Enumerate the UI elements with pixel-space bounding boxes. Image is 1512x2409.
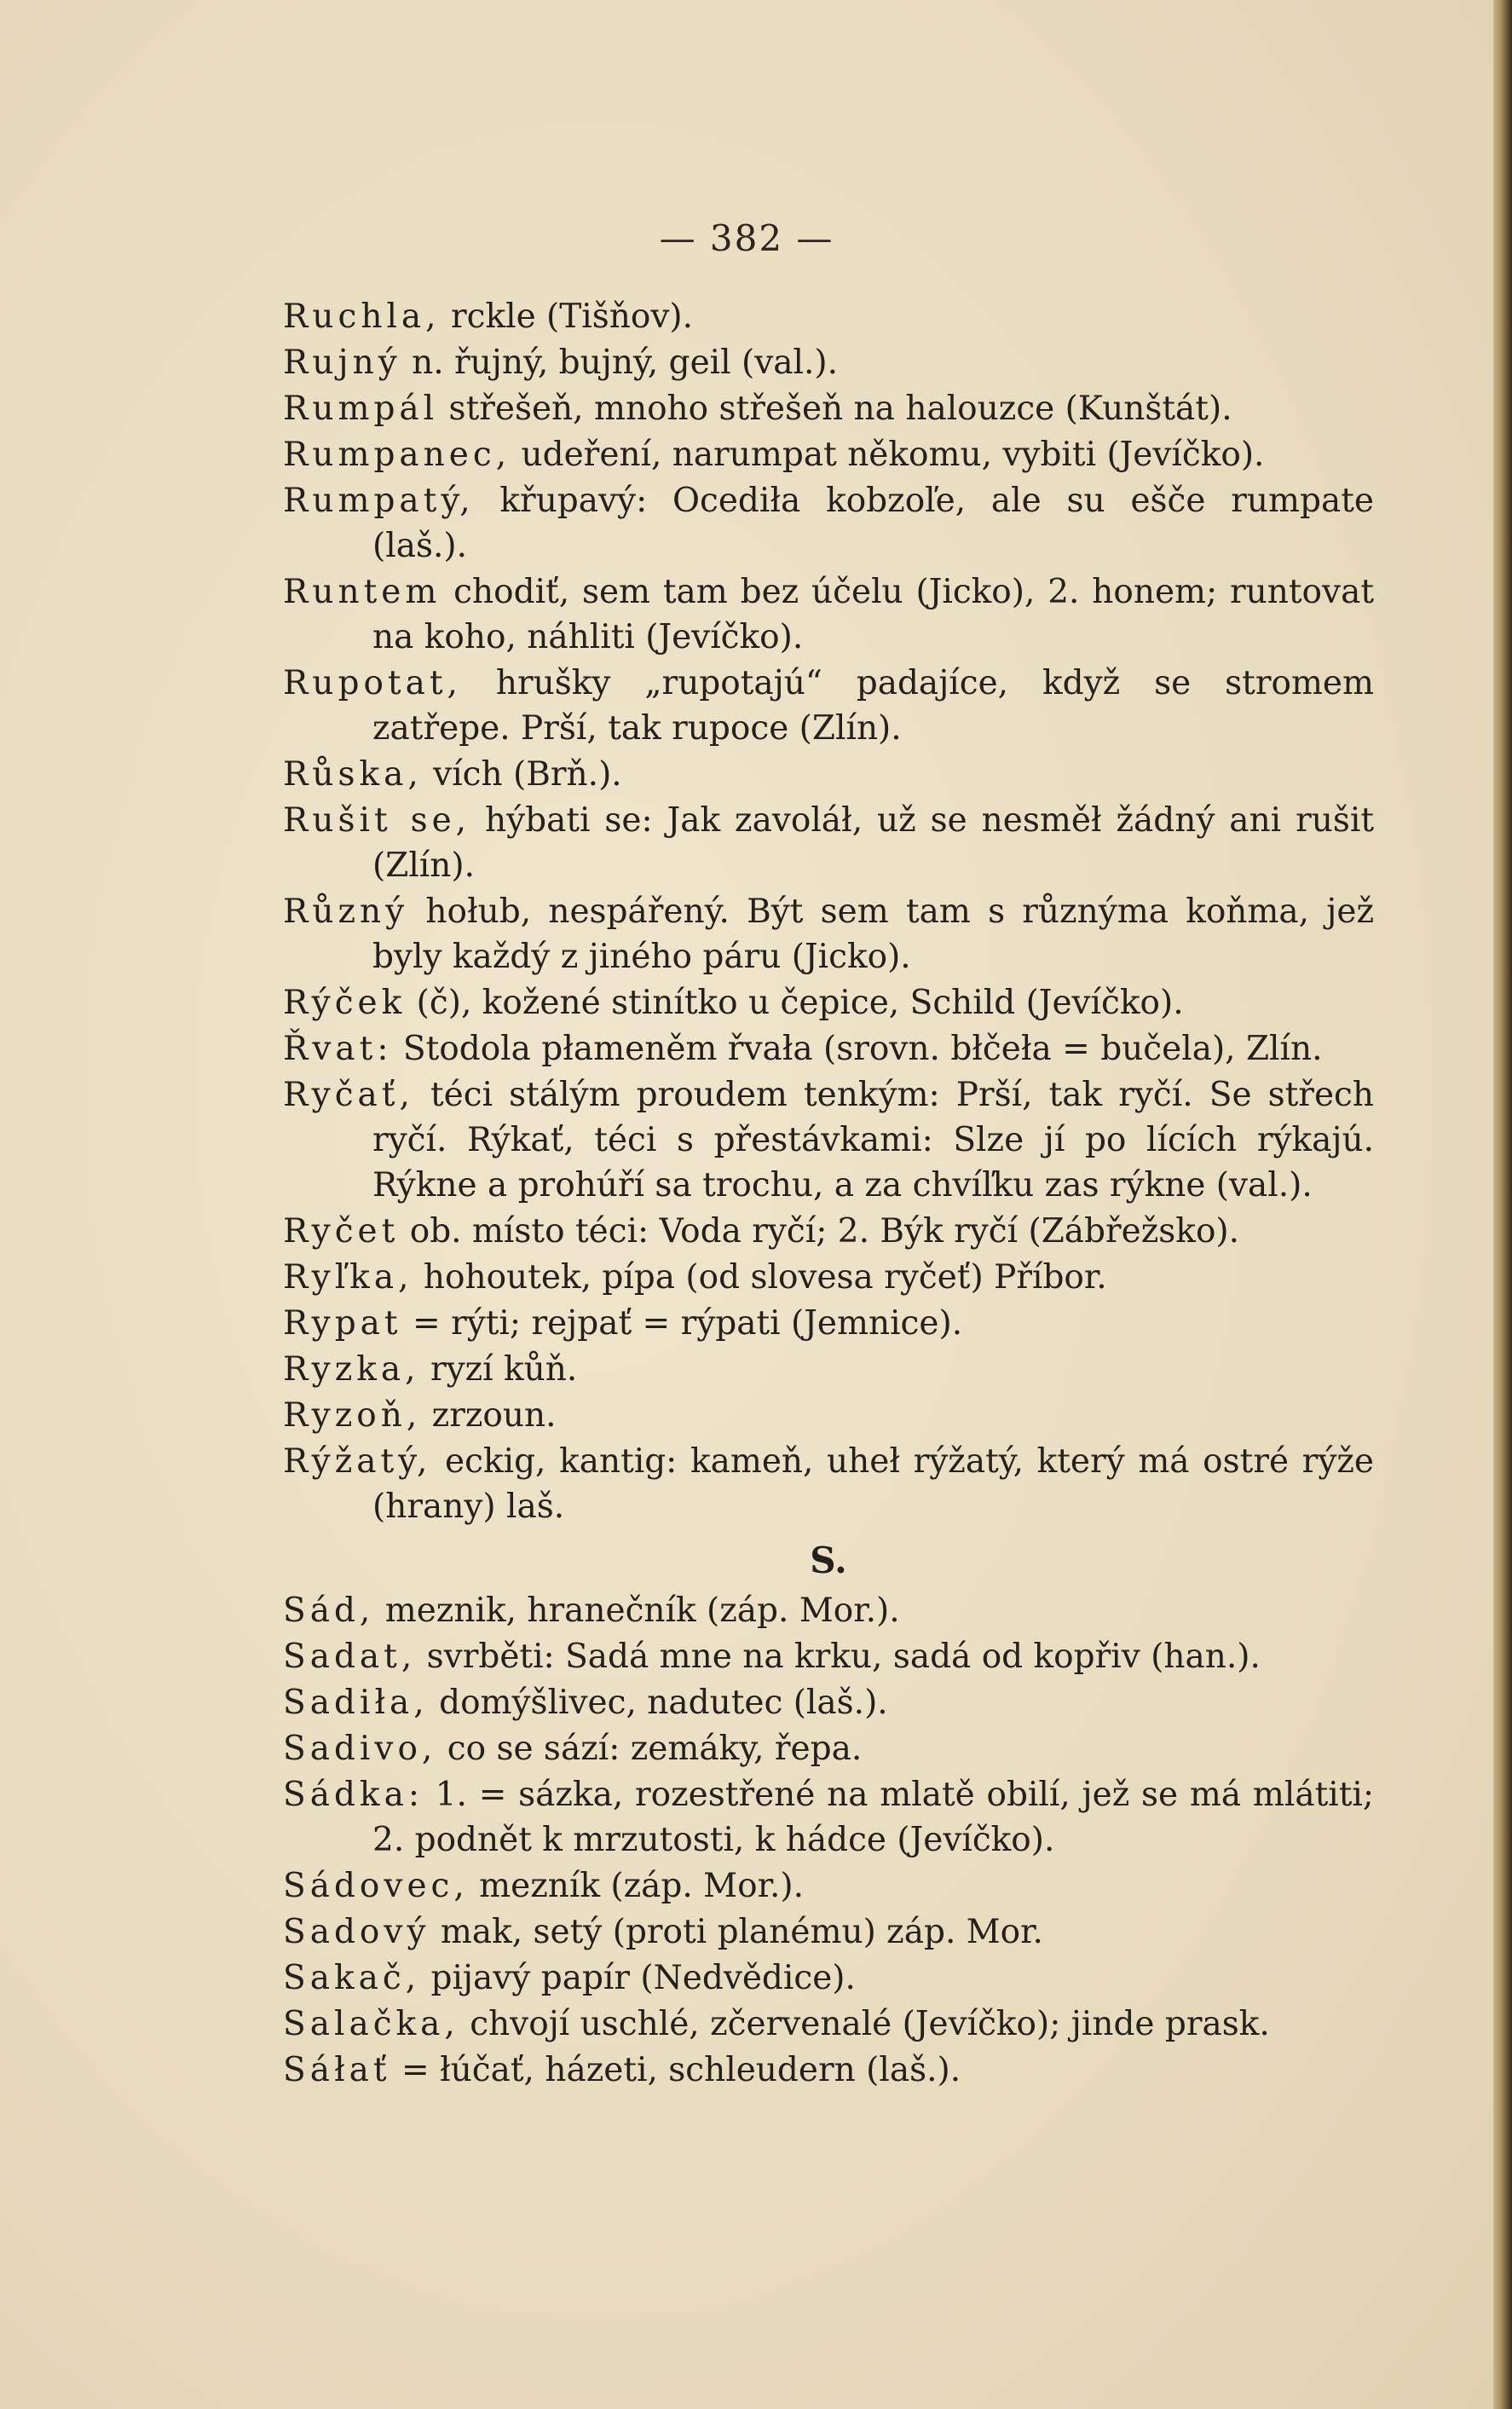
entry-definition: střešeň, mnoho střešeň na halouzce (Kunštát).	[438, 390, 1232, 428]
entry-headword: Růska,	[283, 755, 423, 794]
dictionary-entry	[283, 661, 1374, 751]
entry-definition: chodiť, sem tam bez účelu (Jicko), 2. honem; runtovat na koho, náhliti (Jevíčko).	[372, 573, 1374, 656]
dictionary-entry	[283, 1772, 1374, 1863]
entry-headword: Ryzka,	[283, 1350, 420, 1389]
entry-headword: Rušit se,	[283, 801, 471, 840]
entry-definition: hrušky „rupotajú“ padajíce, když se stromem zatřepe. Prší, tak rupoce (Zlín).	[372, 664, 1374, 748]
entry-definition: chvojí uschlé, zčervenalé (Jevíčko); jinde prask.	[459, 2005, 1270, 2043]
entry-headword: Rýžatý,	[283, 1442, 432, 1481]
entries-before-section	[283, 294, 1374, 1529]
entry-headword: Sádka:	[283, 1776, 424, 1814]
entry-headword: Různý	[283, 893, 409, 931]
entry-definition: rckle (Tišňov).	[440, 298, 694, 336]
entry-definition: hohoutek, pípa (od slovesa ryčeť) Příbor.	[413, 1258, 1107, 1297]
entry-headword: Runtem	[283, 573, 441, 611]
entry-definition: domýšlivec, nadutec (laš.).	[428, 1684, 888, 1722]
dictionary-entry	[283, 798, 1374, 888]
entries-section-s	[283, 1588, 1374, 2093]
dictionary-entry	[283, 980, 1374, 1025]
dictionary-entry	[283, 1680, 1374, 1725]
entry-definition: mak, setý (proti planému) záp. Mor.	[430, 1913, 1043, 1951]
entry-definition: = łúčať, házeti, schleudern (laš.).	[390, 2051, 961, 2089]
dictionary-entry	[283, 569, 1374, 660]
entry-definition: ryzí kůň.	[419, 1350, 578, 1389]
entry-headword: Sakač,	[283, 1959, 421, 1997]
entry-definition: mezník (záp. Mor.).	[468, 1867, 804, 1905]
dictionary-entry	[283, 386, 1374, 431]
entry-definition: téci stálým proudem tenkým: Prší, tak ryčí. Se střech ryčí. Rýkať, téci s přestávkami: Slze jí po lících rýkajú. Rýkne a prohúří sa trochu, a za chvíľku zas rýkne (val.).	[372, 1076, 1374, 1204]
entry-headword: Rupotat,	[283, 664, 462, 702]
dictionary-entry	[283, 2048, 1374, 2093]
entry-headword: Ryzoň,	[283, 1396, 422, 1435]
entry-headword: Salačka,	[283, 2005, 459, 2043]
entry-headword: Rujný	[283, 344, 401, 382]
entry-definition: meznik, hranečník (záp. Mor.).	[374, 1592, 900, 1630]
dictionary-entry	[283, 889, 1374, 979]
entry-definition: ob. místo téci: Voda ryčí; 2. Býk ryčí (Zábřežsko).	[399, 1212, 1240, 1251]
entry-definition: zrzoun.	[421, 1396, 557, 1435]
entry-definition: eckig, kantig: kameň, uheł rýžatý, který má ostré rýže (hrany) laš.	[372, 1442, 1374, 1526]
entry-definition: svrběti: Sadá mne na krku, sadá od kopřiv (han.).	[416, 1638, 1261, 1676]
dictionary-entry	[283, 1072, 1374, 1208]
entry-headword: Ryčať,	[283, 1076, 414, 1114]
entry-headword: Sád,	[283, 1592, 375, 1630]
book-edge	[1493, 0, 1512, 2409]
dictionary-entry	[283, 1209, 1374, 1254]
dictionary-entry	[283, 1956, 1374, 2001]
entry-headword: Sadivo,	[283, 1730, 437, 1768]
dictionary-entry	[283, 1863, 1374, 1909]
dictionary-entry	[283, 1726, 1374, 1771]
entry-definition: pijavý papír (Nedvědice).	[420, 1959, 856, 1997]
entry-headword: Rumpanec,	[283, 436, 511, 474]
entry-headword: Řvat:	[283, 1030, 393, 1068]
entry-headword: Sáłať	[283, 2051, 391, 2089]
dictionary-entry	[283, 1393, 1374, 1438]
entry-headword: Sadiła,	[283, 1684, 429, 1722]
entry-definition: = rýti; rejpať = rýpati (Jemnice).	[401, 1304, 963, 1343]
dictionary-entry	[283, 1909, 1374, 1955]
entry-definition: co se sází: zemáky, řepa.	[436, 1730, 863, 1768]
entry-definition: (č), kožené stinítko u čepice, Schild (Jevíčko).	[406, 984, 1184, 1022]
dictionary-entry	[283, 752, 1374, 797]
dictionary-entry	[283, 2002, 1374, 2047]
dictionary-entry	[283, 1634, 1374, 1679]
dictionary-entry	[283, 1255, 1374, 1300]
page-number: — 382 —	[659, 217, 834, 259]
entry-headword: Ryčet	[283, 1212, 400, 1251]
entry-headword: Ruchla,	[283, 298, 441, 336]
entry-headword: Rumpál	[283, 390, 439, 428]
entry-headword: Sadový	[283, 1913, 430, 1951]
entry-definition: hołub, nespářený. Být sem tam s různýma koňma, jež byly každý z jiného páru (Jicko).	[372, 893, 1374, 976]
entry-definition: 1. = sázka, rozestřené na mlatě obilí, jež se má mlátiti; 2. podnět k mrzutosti, k hádce (Jevíčko).	[372, 1776, 1374, 1859]
dictionary-entry	[283, 1439, 1374, 1529]
dictionary-entries	[283, 294, 1374, 2094]
entry-headword: Sadat,	[283, 1638, 417, 1676]
entry-headword: Rumpatý,	[283, 482, 475, 520]
dictionary-entry	[283, 432, 1374, 477]
entry-definition: Stodola płameněm řvała (srovn. błčeła = bučela), Zlín.	[392, 1030, 1323, 1068]
dictionary-entry	[283, 294, 1374, 339]
entry-headword: Sádovec,	[283, 1867, 469, 1905]
dictionary-entry	[283, 1026, 1374, 1072]
dictionary-entry	[283, 1347, 1374, 1392]
entry-definition: vích (Brň.).	[422, 755, 622, 794]
dictionary-entry	[283, 478, 1374, 569]
entry-headword: Rypat	[283, 1304, 402, 1343]
entry-definition: udeření, narumpat někomu, vybiti (Jevíčko).	[511, 436, 1265, 474]
entry-definition: křupavý: Ocediła kobzoľe, ale su ešče rumpate (laš.).	[372, 482, 1374, 565]
entry-headword: Rýček	[283, 984, 407, 1022]
section-letter: S.	[810, 1540, 847, 1581]
dictionary-entry	[283, 1301, 1374, 1346]
dictionary-entry	[283, 340, 1374, 385]
dictionary-entry	[283, 1588, 1374, 1633]
entry-definition: hýbati se: Jak zavoláł, už se nesměł žádný ani rušit (Zlín).	[372, 801, 1374, 885]
entry-headword: Ryľka,	[283, 1258, 413, 1297]
entry-definition: n. řujný, bujný, geil (val.).	[401, 344, 838, 382]
